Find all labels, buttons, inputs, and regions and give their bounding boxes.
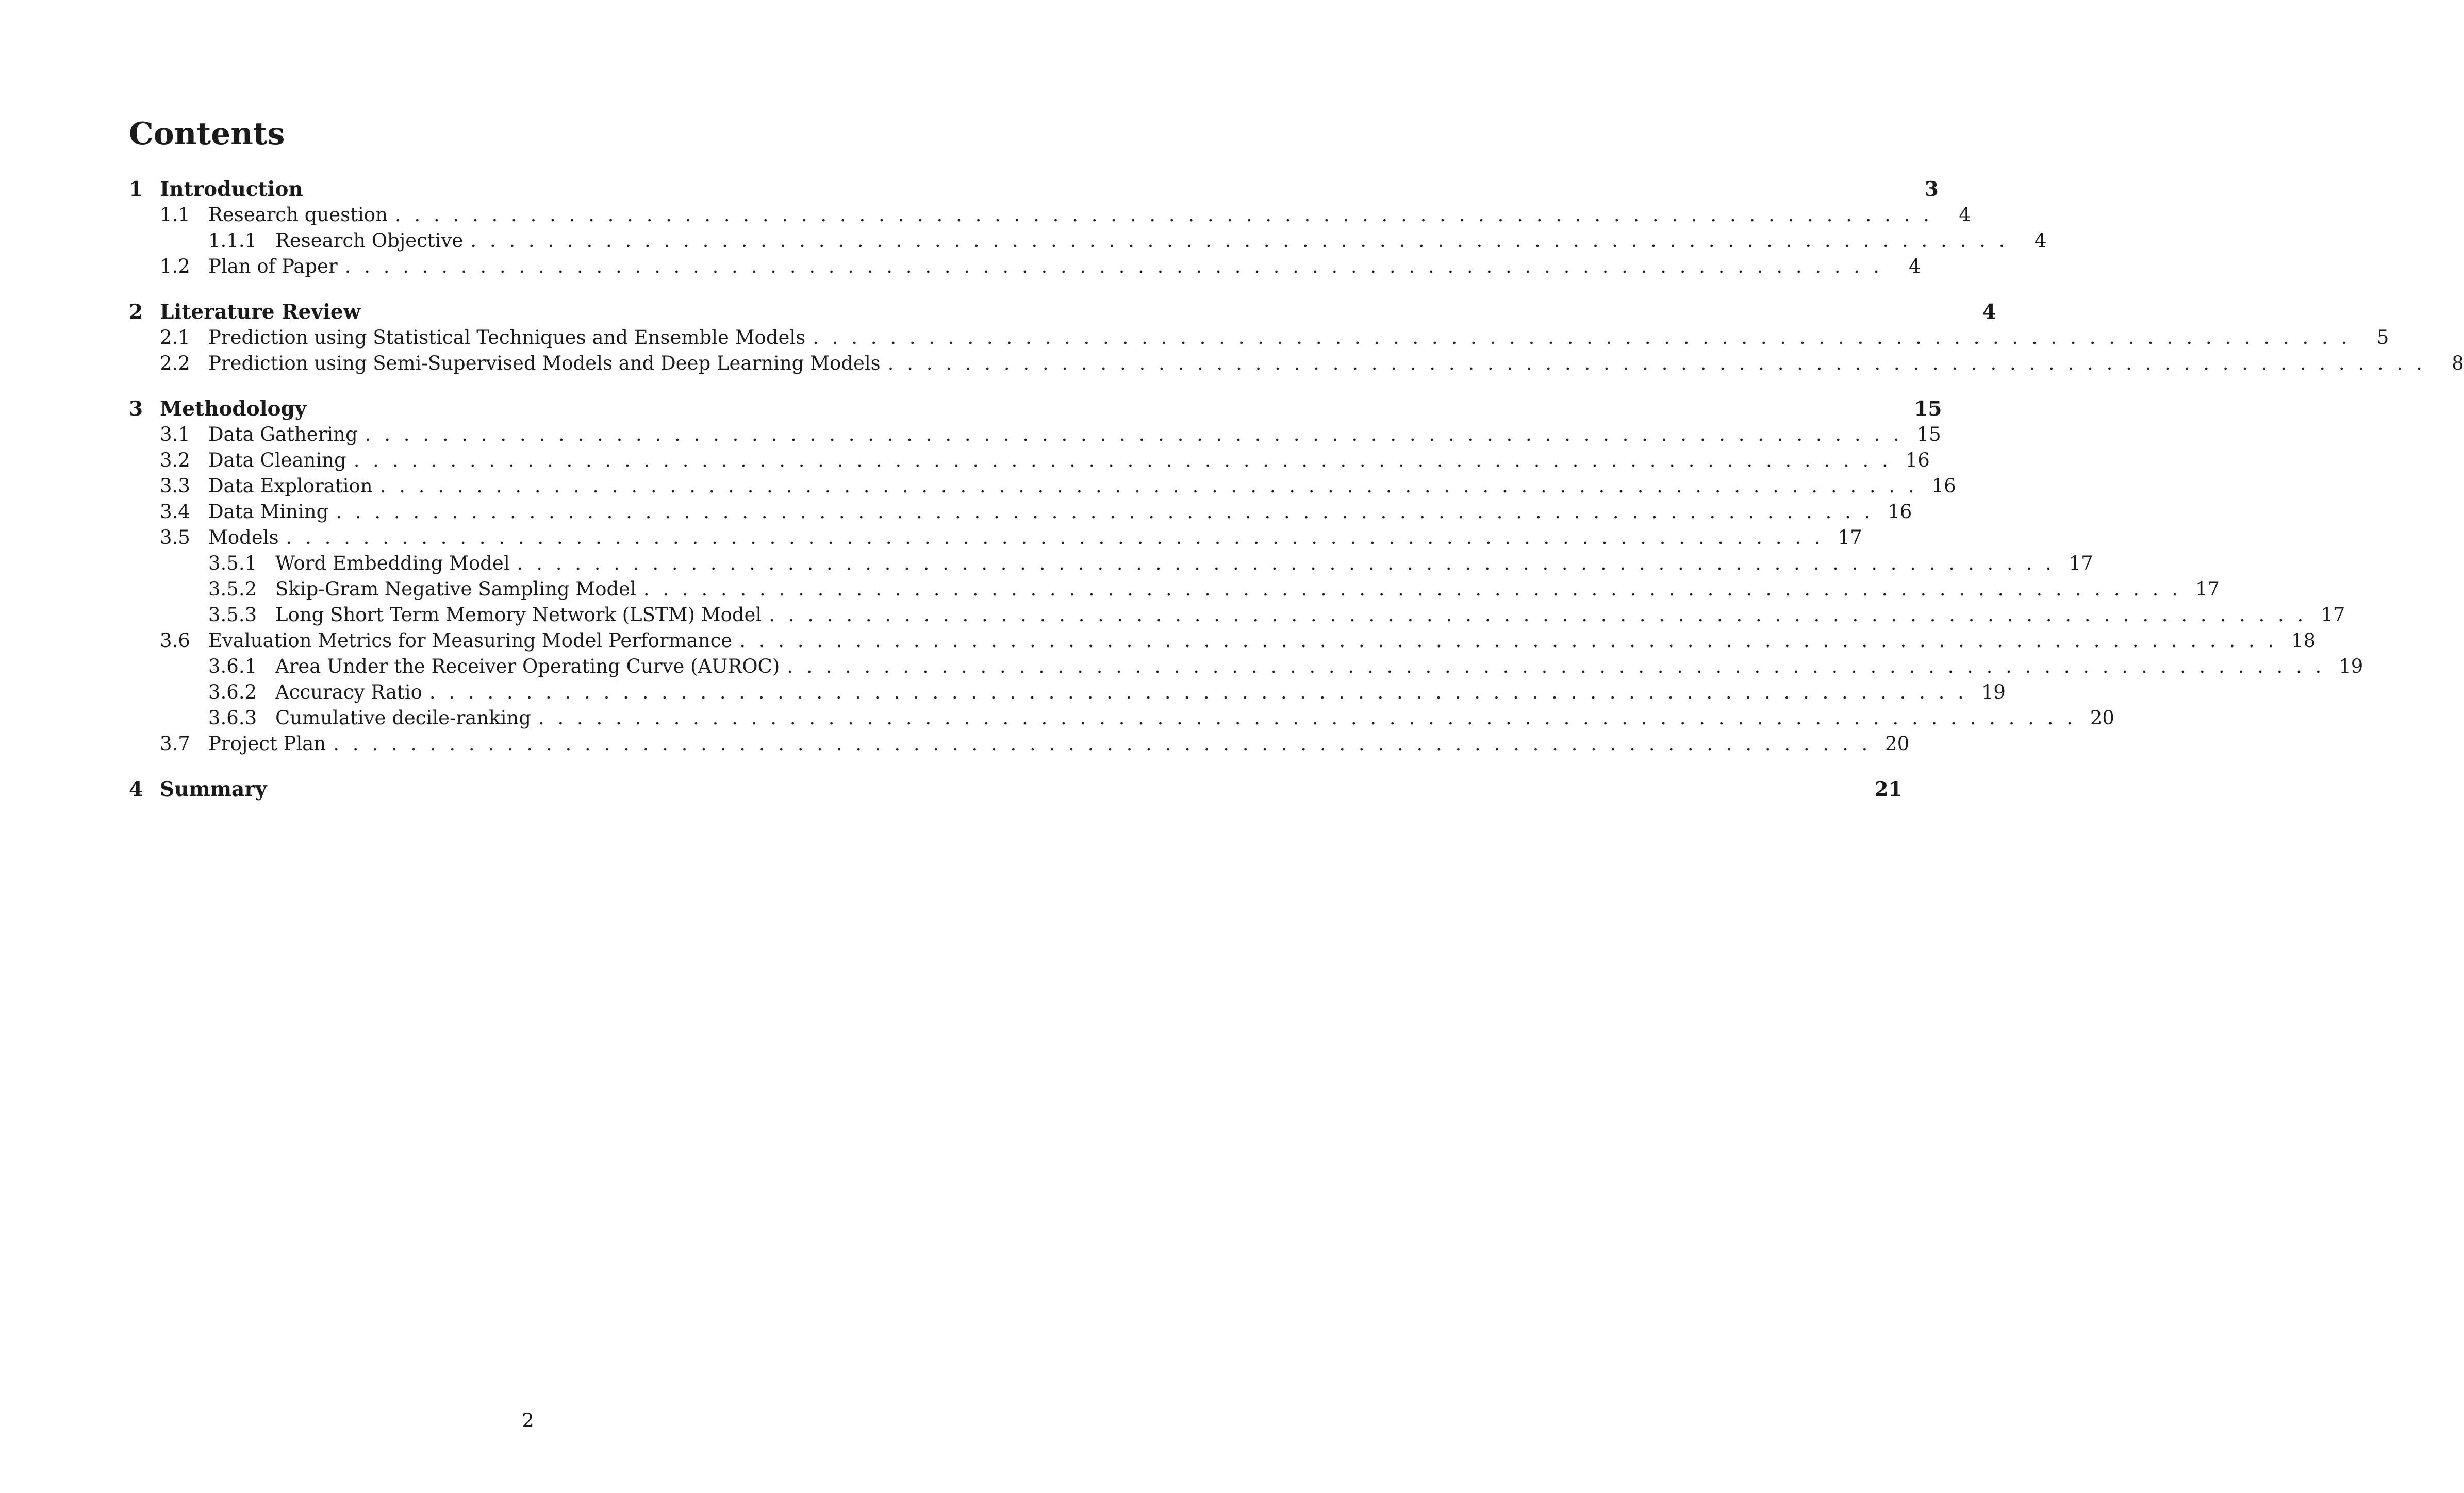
toc-subsection[interactable]	[129, 254, 1921, 279]
toc-entry-title: Prediction using Semi-Supervised Models and Deep Learning Models	[208, 352, 881, 374]
toc-entry-page: 19	[2339, 655, 2363, 677]
toc-entry-title: Skip-Gram Negative Sampling Model	[275, 578, 636, 600]
toc-subsection[interactable]	[129, 447, 1930, 473]
toc-dot-leader: . . . . . . . . . . . . . . . . . . . . . . . . . . . . . . . . . . . . . . . . . . . . . . . . . . . . . . . . . . . . . . . . . . . . . . . . . . . . . . . .	[379, 475, 1918, 497]
toc-entry-number: 1.1.1	[208, 229, 257, 252]
toc-entry-page: 4	[1959, 204, 1971, 226]
toc-dot-leader: . . . . . . . . . . . . . . . . . . . . . . . . . . . . . . . . . . . . . . . . . . . . . . . . . . . . . . . . . . . . . . . . . . . . . . . . . . . . . . . .	[394, 204, 1933, 226]
toc-entry-title: Project Plan	[208, 733, 326, 755]
toc-entry-page: 18	[2291, 629, 2316, 652]
toc-section-heading[interactable]	[129, 776, 1903, 802]
toc-entry-number: 2	[129, 300, 143, 324]
toc-entry-number: 3.5	[160, 526, 190, 549]
toc-entry-number: 4	[129, 777, 143, 801]
toc-entry-page: 17	[2321, 604, 2345, 626]
toc-entry-page: 16	[1931, 475, 1956, 497]
toc-entry-page: 8	[2452, 352, 2464, 374]
toc-subsubsection[interactable]	[129, 228, 2047, 254]
toc-subsection[interactable]	[129, 473, 1956, 499]
toc-dot-leader: . . . . . . . . . . . . . . . . . . . . . . . . . . . . . . . . . . . . . . . . . . . . . . . . . . . . . . . . . . . . . . . . . . . . . . . . . . . . . . . .	[787, 655, 2325, 677]
toc-dot-leader: . . . . . . . . . . . . . . . . . . . . . . . . . . . . . . . . . . . . . . . . . . . . . . . . . . . . . . . . . . . . . . . . . . . . . . . . . . . . . . . .	[538, 707, 2076, 729]
toc-subsubsection[interactable]	[129, 654, 2363, 679]
toc-entry-number: 2.2	[160, 352, 190, 374]
table-of-contents	[129, 176, 2464, 822]
toc-entry-number: 3.6.1	[208, 655, 257, 677]
toc-entry-page: 4	[2034, 229, 2047, 252]
toc-entry-title: Area Under the Receiver Operating Curve (AUROC)	[275, 655, 780, 677]
toc-entry-number: 1.2	[160, 255, 190, 277]
toc-entry-number: 1.1	[160, 204, 190, 226]
toc-subsubsection[interactable]	[129, 705, 2114, 731]
toc-dot-leader: . . . . . . . . . . . . . . . . . . . . . . . . . . . . . . . . . . . . . . . . . . . . . . . . . . . . . . . . . . . . . . . . . . . . . . . . . . . . . . . .	[429, 681, 1967, 703]
toc-entry-title: Data Exploration	[208, 475, 373, 497]
toc-entry-number: 3.5.3	[208, 604, 257, 626]
toc-dot-leader: . . . . . . . . . . . . . . . . . . . . . . . . . . . . . . . . . . . . . . . . . . . . . . . . . . . . . . . . . . . . . . . . . . . . . . . . . . . . . . . .	[887, 352, 2426, 374]
toc-dot-leader: . . . . . . . . . . . . . . . . . . . . . . . . . . . . . . . . . . . . . . . . . . . . . . . . . . . . . . . . . . . . . . . . . . . . . . . . . . . . . . . .	[336, 501, 1874, 523]
toc-entry-title: Accuracy Ratio	[275, 681, 422, 703]
toc-entry-title: Plan of Paper	[208, 255, 338, 277]
toc-entry-page: 20	[2090, 707, 2114, 729]
toc-entry-title: Models	[208, 526, 279, 549]
toc-subsection[interactable]	[129, 351, 2464, 376]
toc-section	[129, 396, 2363, 757]
toc-dot-leader: . . . . . . . . . . . . . . . . . . . . . . . . . . . . . . . . . . . . . . . . . . . . . . . . . . . . . . . . . . . . . . . . . . . . . . . . . . . . . . . .	[333, 733, 1872, 755]
toc-dot-leader: . . . . . . . . . . . . . . . . . . . . . . . . . . . . . . . . . . . . . . . . . . . . . . . . . . . . . . . . . . . . . . . . . . . . . . . . . . . . . . . .	[344, 255, 1883, 277]
toc-entry-number: 3.2	[160, 449, 190, 471]
toc-entry-title: Long Short Term Memory Network (LSTM) Model	[275, 604, 762, 626]
toc-entry-title: Summary	[160, 777, 267, 801]
toc-entry-page: 15	[1914, 397, 1942, 421]
toc-dot-leader: . . . . . . . . . . . . . . . . . . . . . . . . . . . . . . . . . . . . . . . . . . . . . . . . . . . . . . . . . . . . . . . . . . . . . . . . . . . . . . . .	[769, 604, 2307, 626]
toc-dot-leader: . . . . . . . . . . . . . . . . . . . . . . . . . . . . . . . . . . . . . . . . . . . . . . . . . . . . . . . . . . . . . . . . . . . . . . . . . . . . . . . .	[353, 449, 1892, 471]
toc-entry-title: Introduction	[160, 177, 303, 201]
toc-entry-page: 16	[1905, 449, 1930, 471]
toc-dot-leader: . . . . . . . . . . . . . . . . . . . . . . . . . . . . . . . . . . . . . . . . . . . . . . . . . . . . . . . . . . . . . . . . . . . . . . . . . . . . . . . .	[365, 423, 1903, 445]
toc-entry-title: Prediction using Statistical Techniques and Ensemble Models	[208, 326, 806, 349]
toc-section	[129, 176, 2047, 279]
toc-entry-number: 1	[129, 177, 143, 201]
toc-subsubsection[interactable]	[129, 602, 2345, 628]
toc-subsection[interactable]	[129, 422, 1941, 447]
page-number: 2	[522, 1409, 534, 1432]
toc-subsection[interactable]	[129, 731, 1910, 757]
toc-entry-page: 3	[1924, 177, 1939, 201]
toc-entry-page: 17	[2069, 552, 2093, 574]
toc-subsection[interactable]	[129, 628, 2316, 654]
toc-subsubsection[interactable]	[129, 679, 2006, 705]
toc-entry-number: 3.4	[160, 501, 190, 523]
toc-entry-number: 3.5.1	[208, 552, 257, 574]
toc-entry-page: 21	[1874, 777, 1903, 801]
toc-dot-leader: . . . . . . . . . . . . . . . . . . . . . . . . . . . . . . . . . . . . . . . . . . . . . . . . . . . . . . . . . . . . . . . . . . . . . . . . . . . . . . . .	[470, 229, 2009, 252]
toc-section	[129, 776, 1903, 802]
toc-entry-number: 3.6.2	[208, 681, 257, 703]
toc-entry-number: 3.1	[160, 423, 190, 445]
toc-entry-title: Data Mining	[208, 501, 329, 523]
toc-entry-page: 16	[1888, 501, 1912, 523]
page-title: Contents	[129, 116, 285, 152]
toc-entry-number: 3.7	[160, 733, 190, 755]
toc-dot-leader: . . . . . . . . . . . . . . . . . . . . . . . . . . . . . . . . . . . . . . . . . . . . . . . . . . . . . . . . . . . . . . . . . . . . . . . . . . . . . . . .	[517, 552, 2055, 574]
toc-entry-page: 15	[1916, 423, 1941, 445]
toc-dot-leader: . . . . . . . . . . . . . . . . . . . . . . . . . . . . . . . . . . . . . . . . . . . . . . . . . . . . . . . . . . . . . . . . . . . . . . . . . . . . . . . .	[739, 629, 2278, 652]
toc-dot-leader: . . . . . . . . . . . . . . . . . . . . . . . . . . . . . . . . . . . . . . . . . . . . . . . . . . . . . . . . . . . . . . . . . . . . . . . . . . . . . . . .	[813, 326, 2351, 349]
toc-entry-page: 4	[1909, 255, 1921, 277]
toc-section-heading[interactable]	[129, 396, 1942, 422]
toc-entry-number: 3.3	[160, 475, 190, 497]
toc-entry-page: 17	[1838, 526, 1862, 549]
toc-section-heading[interactable]	[129, 299, 1996, 325]
toc-entry-page: 19	[1981, 681, 2006, 703]
toc-subsection[interactable]	[129, 525, 1862, 551]
toc-subsection[interactable]	[129, 202, 1971, 228]
toc-dot-leader: . . . . . . . . . . . . . . . . . . . . . . . . . . . . . . . . . . . . . . . . . . . . . . . . . . . . . . . . . . . . . . . . . . . . . . . . . . . . . . . .	[643, 578, 2181, 600]
toc-entry-page: 20	[1885, 733, 1910, 755]
toc-entry-number: 3	[129, 397, 143, 421]
toc-entry-number: 3.6	[160, 629, 190, 652]
toc-entry-title: Methodology	[160, 397, 307, 421]
toc-entry-number: 3.5.2	[208, 578, 257, 600]
toc-entry-title: Evaluation Metrics for Measuring Model Performance	[208, 629, 733, 652]
toc-entry-page: 4	[1982, 300, 1996, 324]
toc-entry-title: Data Cleaning	[208, 449, 346, 471]
toc-entry-page: 5	[2376, 326, 2389, 349]
toc-section-heading[interactable]	[129, 176, 1939, 202]
toc-entry-title: Research Objective	[275, 229, 464, 252]
toc-subsubsection[interactable]	[129, 576, 2220, 602]
toc-entry-number: 3.6.3	[208, 707, 257, 729]
toc-subsection[interactable]	[129, 325, 2389, 351]
toc-entry-title: Cumulative decile-ranking	[275, 707, 531, 729]
toc-entry-title: Data Gathering	[208, 423, 358, 445]
toc-dot-leader: . . . . . . . . . . . . . . . . . . . . . . . . . . . . . . . . . . . . . . . . . . . . . . . . . . . . . . . . . . . . . . . . . . . . . . . . . . . . . . . .	[286, 526, 1824, 549]
toc-section	[129, 299, 2464, 376]
toc-entry-title: Literature Review	[160, 300, 361, 324]
toc-entry-page: 17	[2195, 578, 2220, 600]
toc-entry-title: Word Embedding Model	[275, 552, 510, 574]
toc-subsection[interactable]	[129, 499, 1912, 525]
toc-entry-title: Research question	[208, 204, 388, 226]
toc-entry-number: 2.1	[160, 326, 190, 349]
toc-subsubsection[interactable]	[129, 551, 2093, 576]
